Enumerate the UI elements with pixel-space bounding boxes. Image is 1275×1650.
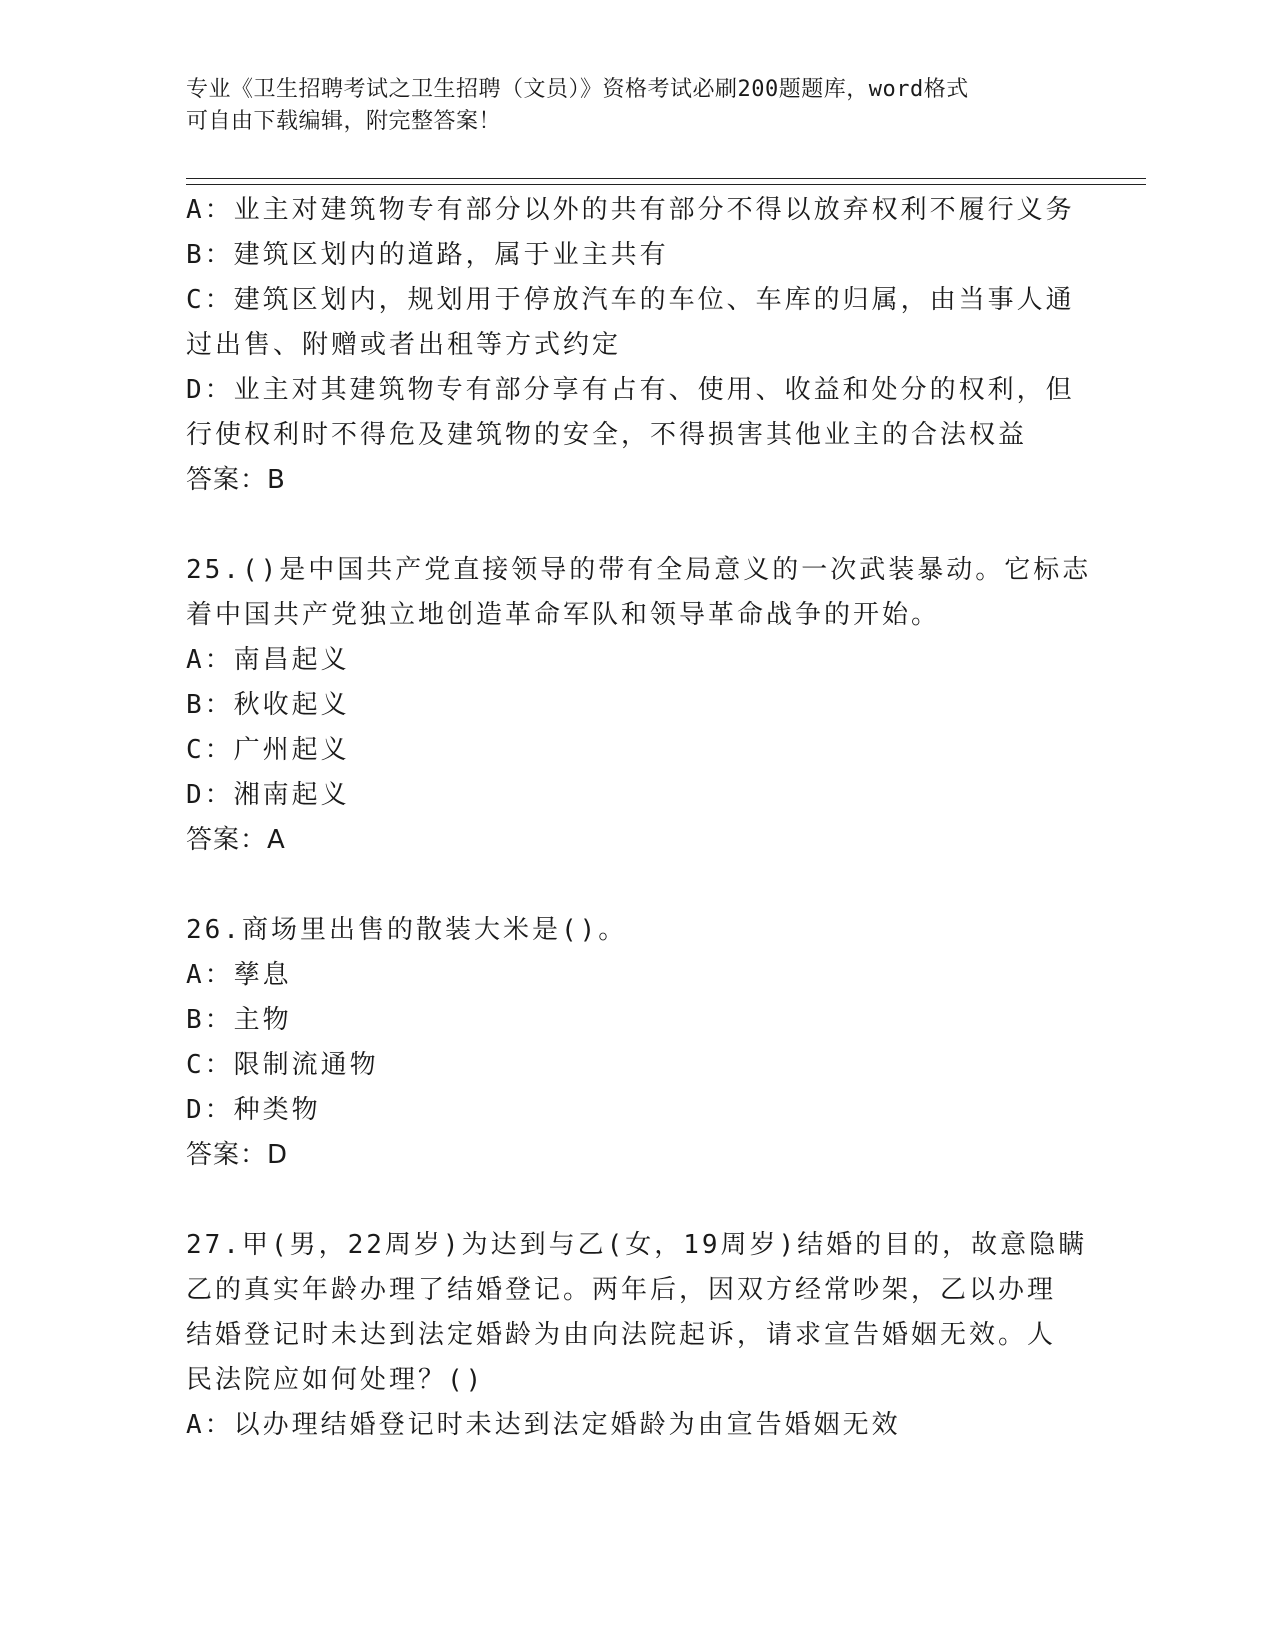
- option-d: D：湘南起义: [186, 780, 350, 810]
- header-line-2: 可自由下载编辑，附完整答案！: [186, 109, 502, 134]
- option-c-line-2: 过出售、附赠或者出租等方式约定: [186, 330, 622, 360]
- spacer: [186, 1178, 1086, 1223]
- option-c-line-1: C：建筑区划内，规划用于停放汽车的车位、车库的归属，由当事人通: [186, 285, 1075, 315]
- question-stem-line-1: 27.甲(男，22周岁)为达到与乙(女，19周岁)结婚的目的，故意隐瞒: [186, 1230, 1088, 1260]
- question-stem-line-3: 结婚登记时未达到法定婚龄为由向法院起诉，请求宣告婚姻无效。人: [186, 1320, 1057, 1350]
- option-b: B：秋收起义: [186, 690, 350, 720]
- document-header: [186, 74, 1066, 138]
- option-c: C：限制流通物: [186, 1050, 379, 1080]
- question-27-block: [186, 1223, 1086, 1448]
- spacer: [186, 863, 1086, 908]
- option-a: A：孳息: [186, 960, 292, 990]
- question-content: [186, 188, 1092, 1448]
- option-c: C：广州起义: [186, 735, 350, 765]
- header-line-1: 专业《卫生招聘考试之卫生招聘（文员）》资格考试必刷200题题库，word格式: [186, 77, 969, 102]
- question-stem-line-1: 25.()是中国共产党直接领导的带有全局意义的一次武装暴动。它标志: [186, 555, 1092, 585]
- answer-label: 答案：A: [186, 825, 286, 855]
- option-a: A：业主对建筑物专有部分以外的共有部分不得以放弃权利不履行义务: [186, 195, 1075, 225]
- answer-label: 答案：D: [186, 1140, 289, 1170]
- option-a: A：南昌起义: [186, 645, 350, 675]
- question-stem-line-1: 26.商场里出售的散装大米是()。: [186, 915, 628, 945]
- question-25-block: [186, 548, 1092, 863]
- option-b: B：建筑区划内的道路，属于业主共有: [186, 240, 669, 270]
- option-a: A：以办理结婚登记时未达到法定婚龄为由宣告婚姻无效: [186, 1410, 901, 1440]
- option-b: B：主物: [186, 1005, 292, 1035]
- option-d-line-1: D：业主对其建筑物专有部分享有占有、使用、收益和处分的权利，但: [186, 375, 1075, 405]
- question-26-block: [186, 908, 1086, 1178]
- option-d: D：种类物: [186, 1095, 321, 1125]
- spacer: [186, 503, 1086, 548]
- question-24-block: [186, 188, 1086, 503]
- question-stem-line-2: 着中国共产党独立地创造革命军队和领导革命战争的开始。: [186, 600, 941, 630]
- header-divider-bottom: [186, 184, 1146, 185]
- header-divider-top: [186, 178, 1146, 179]
- question-stem-line-4: 民法院应如何处理？(): [186, 1365, 485, 1395]
- option-d-line-2: 行使权利时不得危及建筑物的安全，不得损害其他业主的合法权益: [186, 420, 1028, 450]
- answer-label: 答案：B: [186, 465, 286, 495]
- question-stem-line-2: 乙的真实年龄办理了结婚登记。两年后，因双方经常吵架，乙以办理: [186, 1275, 1057, 1305]
